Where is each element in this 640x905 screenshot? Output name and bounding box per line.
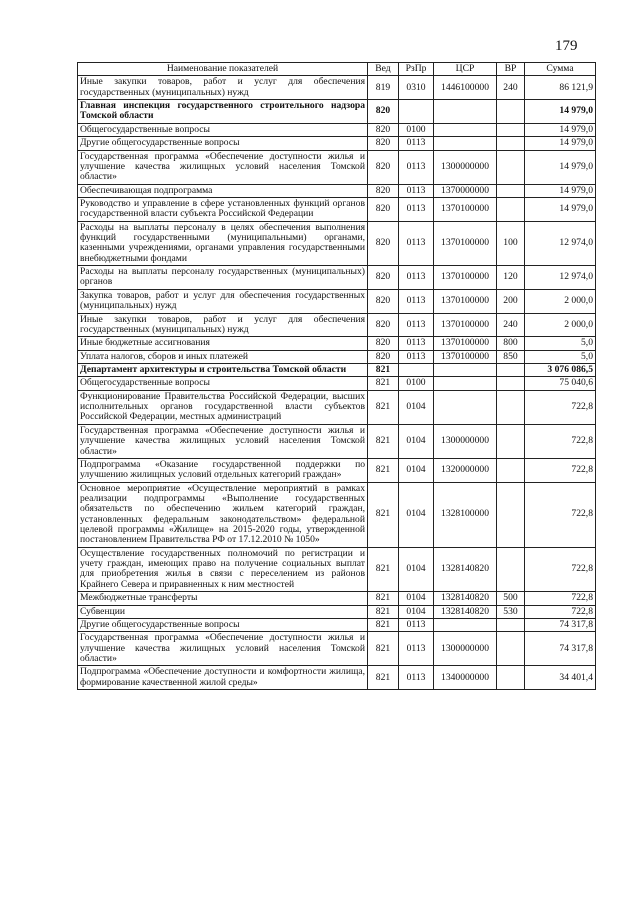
table-row <box>78 605 596 618</box>
table-row <box>78 666 596 690</box>
col-header-ved: Вед <box>368 63 399 76</box>
cell-csr: 1300000000 <box>434 424 497 458</box>
table-row <box>78 150 596 184</box>
cell-csr: 1370100000 <box>434 350 497 363</box>
cell-name: Закупка товаров, работ и услуг для обеспечения государственных (муниципальных) нужд <box>78 289 368 313</box>
cell-rzpr: 0100 <box>399 377 434 390</box>
cell-csr <box>434 618 497 631</box>
cell-rzpr: 0113 <box>399 266 434 290</box>
cell-csr: 1370000000 <box>434 184 497 197</box>
cell-ved: 820 <box>368 350 399 363</box>
cell-ved: 820 <box>368 221 399 265</box>
cell-ved: 819 <box>368 76 399 100</box>
cell-sum: 86 121,9 <box>525 76 596 100</box>
cell-sum: 12 974,0 <box>525 221 596 265</box>
cell-name: Субвенции <box>78 605 368 618</box>
cell-rzpr: 0113 <box>399 313 434 337</box>
cell-rzpr: 0113 <box>399 666 434 690</box>
cell-rzpr: 0113 <box>399 350 434 363</box>
cell-vr <box>497 482 525 547</box>
cell-csr <box>434 123 497 136</box>
cell-name: Иные бюджетные ассигнования <box>78 337 368 350</box>
cell-sum: 14 979,0 <box>525 150 596 184</box>
col-header-rzpr: РзПр <box>399 63 434 76</box>
table-row <box>78 221 596 265</box>
cell-ved: 821 <box>368 377 399 390</box>
cell-sum: 722,8 <box>525 458 596 482</box>
cell-sum: 14 979,0 <box>525 100 596 124</box>
cell-vr <box>497 632 525 666</box>
table-row <box>78 458 596 482</box>
cell-name: Основное мероприятие «Осуществление мероприятий в рамках реализации подпрограммы «Выполнение государственных обязательств по обеспечению жильем категорий граждан, установленных федеральным законодательством» федеральной целевой программы «Жилище» на 2015-2020 годы, утвержденной постановлением Правительства РФ от 17.12.2010 № 1050» <box>78 482 368 547</box>
cell-ved: 821 <box>368 363 399 376</box>
cell-rzpr: 0104 <box>399 482 434 547</box>
table-body <box>78 76 596 690</box>
page-number: 179 <box>555 38 578 54</box>
cell-ved: 820 <box>368 197 399 221</box>
table-row <box>78 632 596 666</box>
cell-ved: 820 <box>368 123 399 136</box>
cell-sum: 14 979,0 <box>525 197 596 221</box>
table-row <box>78 363 596 376</box>
cell-name: Подпрограмма «Оказание государственной поддержки по улучшению жилищных условий отдельных категорий граждан» <box>78 458 368 482</box>
cell-sum: 5,0 <box>525 337 596 350</box>
cell-ved: 820 <box>368 137 399 150</box>
cell-ved: 820 <box>368 100 399 124</box>
cell-ved: 821 <box>368 547 399 591</box>
table-row <box>78 266 596 290</box>
cell-csr: 1370100000 <box>434 289 497 313</box>
cell-sum: 34 401,4 <box>525 666 596 690</box>
cell-sum: 74 317,8 <box>525 632 596 666</box>
cell-csr <box>434 363 497 376</box>
cell-rzpr <box>399 100 434 124</box>
cell-name: Подпрограмма «Обеспечение доступности и комфортности жилища, формирование качественной жилой среды» <box>78 666 368 690</box>
cell-csr <box>434 137 497 150</box>
cell-vr: 850 <box>497 350 525 363</box>
cell-csr: 1370100000 <box>434 313 497 337</box>
cell-ved: 820 <box>368 289 399 313</box>
cell-csr: 1300000000 <box>434 150 497 184</box>
cell-rzpr: 0113 <box>399 197 434 221</box>
cell-sum: 3 076 086,5 <box>525 363 596 376</box>
table-row <box>78 184 596 197</box>
cell-rzpr: 0113 <box>399 632 434 666</box>
cell-csr: 1328140820 <box>434 547 497 591</box>
cell-ved: 820 <box>368 184 399 197</box>
cell-vr: 120 <box>497 266 525 290</box>
cell-ved: 820 <box>368 150 399 184</box>
table-row <box>78 123 596 136</box>
cell-rzpr: 0104 <box>399 592 434 605</box>
cell-csr: 1300000000 <box>434 632 497 666</box>
cell-csr: 1370100000 <box>434 197 497 221</box>
cell-name: Иные закупки товаров, работ и услуг для обеспечения государственных (муниципальных) нужд <box>78 313 368 337</box>
cell-rzpr: 0104 <box>399 424 434 458</box>
cell-ved: 821 <box>368 458 399 482</box>
cell-ved: 821 <box>368 592 399 605</box>
table-row <box>78 76 596 100</box>
cell-name: Расходы на выплаты персоналу в целях обеспечения выполнения функций государственными (муниципальными) органами, казенными учреждениями, органами управления государственными внебюджетными фондами <box>78 221 368 265</box>
col-header-vr: ВР <box>497 63 525 76</box>
table-row <box>78 137 596 150</box>
cell-sum: 75 040,6 <box>525 377 596 390</box>
cell-csr: 1340000000 <box>434 666 497 690</box>
table-row <box>78 547 596 591</box>
col-header-sum: Сумма <box>525 63 596 76</box>
cell-name: Государственная программа «Обеспечение доступности жилья и улучшение качества жилищных условий населения Томской области» <box>78 424 368 458</box>
cell-rzpr: 0113 <box>399 337 434 350</box>
cell-sum: 722,8 <box>525 482 596 547</box>
cell-rzpr <box>399 363 434 376</box>
table-row <box>78 482 596 547</box>
cell-vr: 800 <box>497 337 525 350</box>
cell-vr <box>497 150 525 184</box>
table-row <box>78 618 596 631</box>
cell-vr <box>497 666 525 690</box>
cell-csr <box>434 377 497 390</box>
col-header-csr: ЦСР <box>434 63 497 76</box>
cell-name: Функционирование Правительства Российской Федерации, высших исполнительных органов государственной власти субъектов Российской Федерации, местных администраций <box>78 390 368 424</box>
cell-name: Государственная программа «Обеспечение доступности жилья и улучшение качества жилищных условий населения Томской области» <box>78 632 368 666</box>
cell-sum: 722,8 <box>525 547 596 591</box>
cell-vr <box>497 618 525 631</box>
table-header-row <box>78 63 596 76</box>
cell-csr: 1328140820 <box>434 605 497 618</box>
cell-rzpr: 0113 <box>399 150 434 184</box>
table-row <box>78 377 596 390</box>
cell-rzpr: 0310 <box>399 76 434 100</box>
col-header-name: Наименование показателей <box>78 63 368 76</box>
cell-sum: 14 979,0 <box>525 184 596 197</box>
cell-sum: 2 000,0 <box>525 289 596 313</box>
cell-name: Другие общегосударственные вопросы <box>78 137 368 150</box>
table-row <box>78 390 596 424</box>
cell-sum: 722,8 <box>525 390 596 424</box>
table-row <box>78 100 596 124</box>
cell-name: Другие общегосударственные вопросы <box>78 618 368 631</box>
cell-vr <box>497 100 525 124</box>
cell-vr: 240 <box>497 313 525 337</box>
cell-ved: 821 <box>368 632 399 666</box>
cell-vr <box>497 547 525 591</box>
cell-rzpr: 0113 <box>399 289 434 313</box>
cell-sum: 5,0 <box>525 350 596 363</box>
cell-ved: 821 <box>368 618 399 631</box>
cell-rzpr: 0104 <box>399 390 434 424</box>
cell-vr: 240 <box>497 76 525 100</box>
cell-rzpr: 0100 <box>399 123 434 136</box>
cell-csr: 1320000000 <box>434 458 497 482</box>
table-row <box>78 197 596 221</box>
cell-vr <box>497 363 525 376</box>
cell-name: Межбюджетные трансферты <box>78 592 368 605</box>
cell-vr <box>497 424 525 458</box>
cell-sum: 12 974,0 <box>525 266 596 290</box>
cell-name: Государственная программа «Обеспечение доступности жилья и улучшение качества жилищных условий населения Томской области» <box>78 150 368 184</box>
cell-ved: 821 <box>368 424 399 458</box>
cell-rzpr: 0113 <box>399 137 434 150</box>
cell-vr: 100 <box>497 221 525 265</box>
cell-csr: 1328140820 <box>434 592 497 605</box>
cell-ved: 821 <box>368 482 399 547</box>
cell-vr <box>497 390 525 424</box>
cell-ved: 820 <box>368 313 399 337</box>
table-row <box>78 592 596 605</box>
cell-rzpr: 0113 <box>399 221 434 265</box>
cell-vr: 500 <box>497 592 525 605</box>
cell-sum: 14 979,0 <box>525 137 596 150</box>
cell-sum: 722,8 <box>525 605 596 618</box>
cell-csr: 1370100000 <box>434 266 497 290</box>
cell-vr <box>497 458 525 482</box>
cell-ved: 820 <box>368 337 399 350</box>
cell-ved: 820 <box>368 266 399 290</box>
cell-csr: 1370100000 <box>434 221 497 265</box>
table-row <box>78 313 596 337</box>
cell-vr <box>497 123 525 136</box>
cell-name: Руководство и управление в сфере установленных функций органов государственной власти субъекта Российской Федерации <box>78 197 368 221</box>
cell-sum: 2 000,0 <box>525 313 596 337</box>
table-row <box>78 337 596 350</box>
cell-ved: 821 <box>368 390 399 424</box>
cell-vr <box>497 377 525 390</box>
cell-name: Уплата налогов, сборов и иных платежей <box>78 350 368 363</box>
table-row <box>78 350 596 363</box>
cell-csr: 1370100000 <box>434 337 497 350</box>
cell-sum: 722,8 <box>525 592 596 605</box>
cell-name: Общегосударственные вопросы <box>78 123 368 136</box>
cell-name: Обеспечивающая подпрограмма <box>78 184 368 197</box>
cell-name: Иные закупки товаров, работ и услуг для обеспечения государственных (муниципальных) нужд <box>78 76 368 100</box>
cell-vr <box>497 137 525 150</box>
cell-ved: 821 <box>368 666 399 690</box>
cell-csr <box>434 100 497 124</box>
budget-table <box>77 62 596 690</box>
cell-name: Главная инспекция государственного строительного надзора Томской области <box>78 100 368 124</box>
cell-rzpr: 0113 <box>399 618 434 631</box>
cell-rzpr: 0113 <box>399 184 434 197</box>
cell-rzpr: 0104 <box>399 458 434 482</box>
cell-rzpr: 0104 <box>399 605 434 618</box>
cell-sum: 14 979,0 <box>525 123 596 136</box>
cell-name: Расходы на выплаты персоналу государственных (муниципальных) органов <box>78 266 368 290</box>
cell-vr: 530 <box>497 605 525 618</box>
cell-sum: 722,8 <box>525 424 596 458</box>
table-row <box>78 424 596 458</box>
table-row <box>78 289 596 313</box>
cell-ved: 821 <box>368 605 399 618</box>
cell-name: Департамент архитектуры и строительства Томской области <box>78 363 368 376</box>
cell-name: Осуществление государственных полномочий по регистрации и учету граждан, имеющих право на получение социальных выплат для приобретения жилья в связи с переселением из районов Крайнего Севера и приравненных к ним местностей <box>78 547 368 591</box>
cell-sum: 74 317,8 <box>525 618 596 631</box>
cell-rzpr: 0104 <box>399 547 434 591</box>
cell-vr: 200 <box>497 289 525 313</box>
cell-csr <box>434 390 497 424</box>
cell-csr: 1328100000 <box>434 482 497 547</box>
cell-vr <box>497 184 525 197</box>
cell-csr: 1446100000 <box>434 76 497 100</box>
cell-name: Общегосударственные вопросы <box>78 377 368 390</box>
cell-vr <box>497 197 525 221</box>
